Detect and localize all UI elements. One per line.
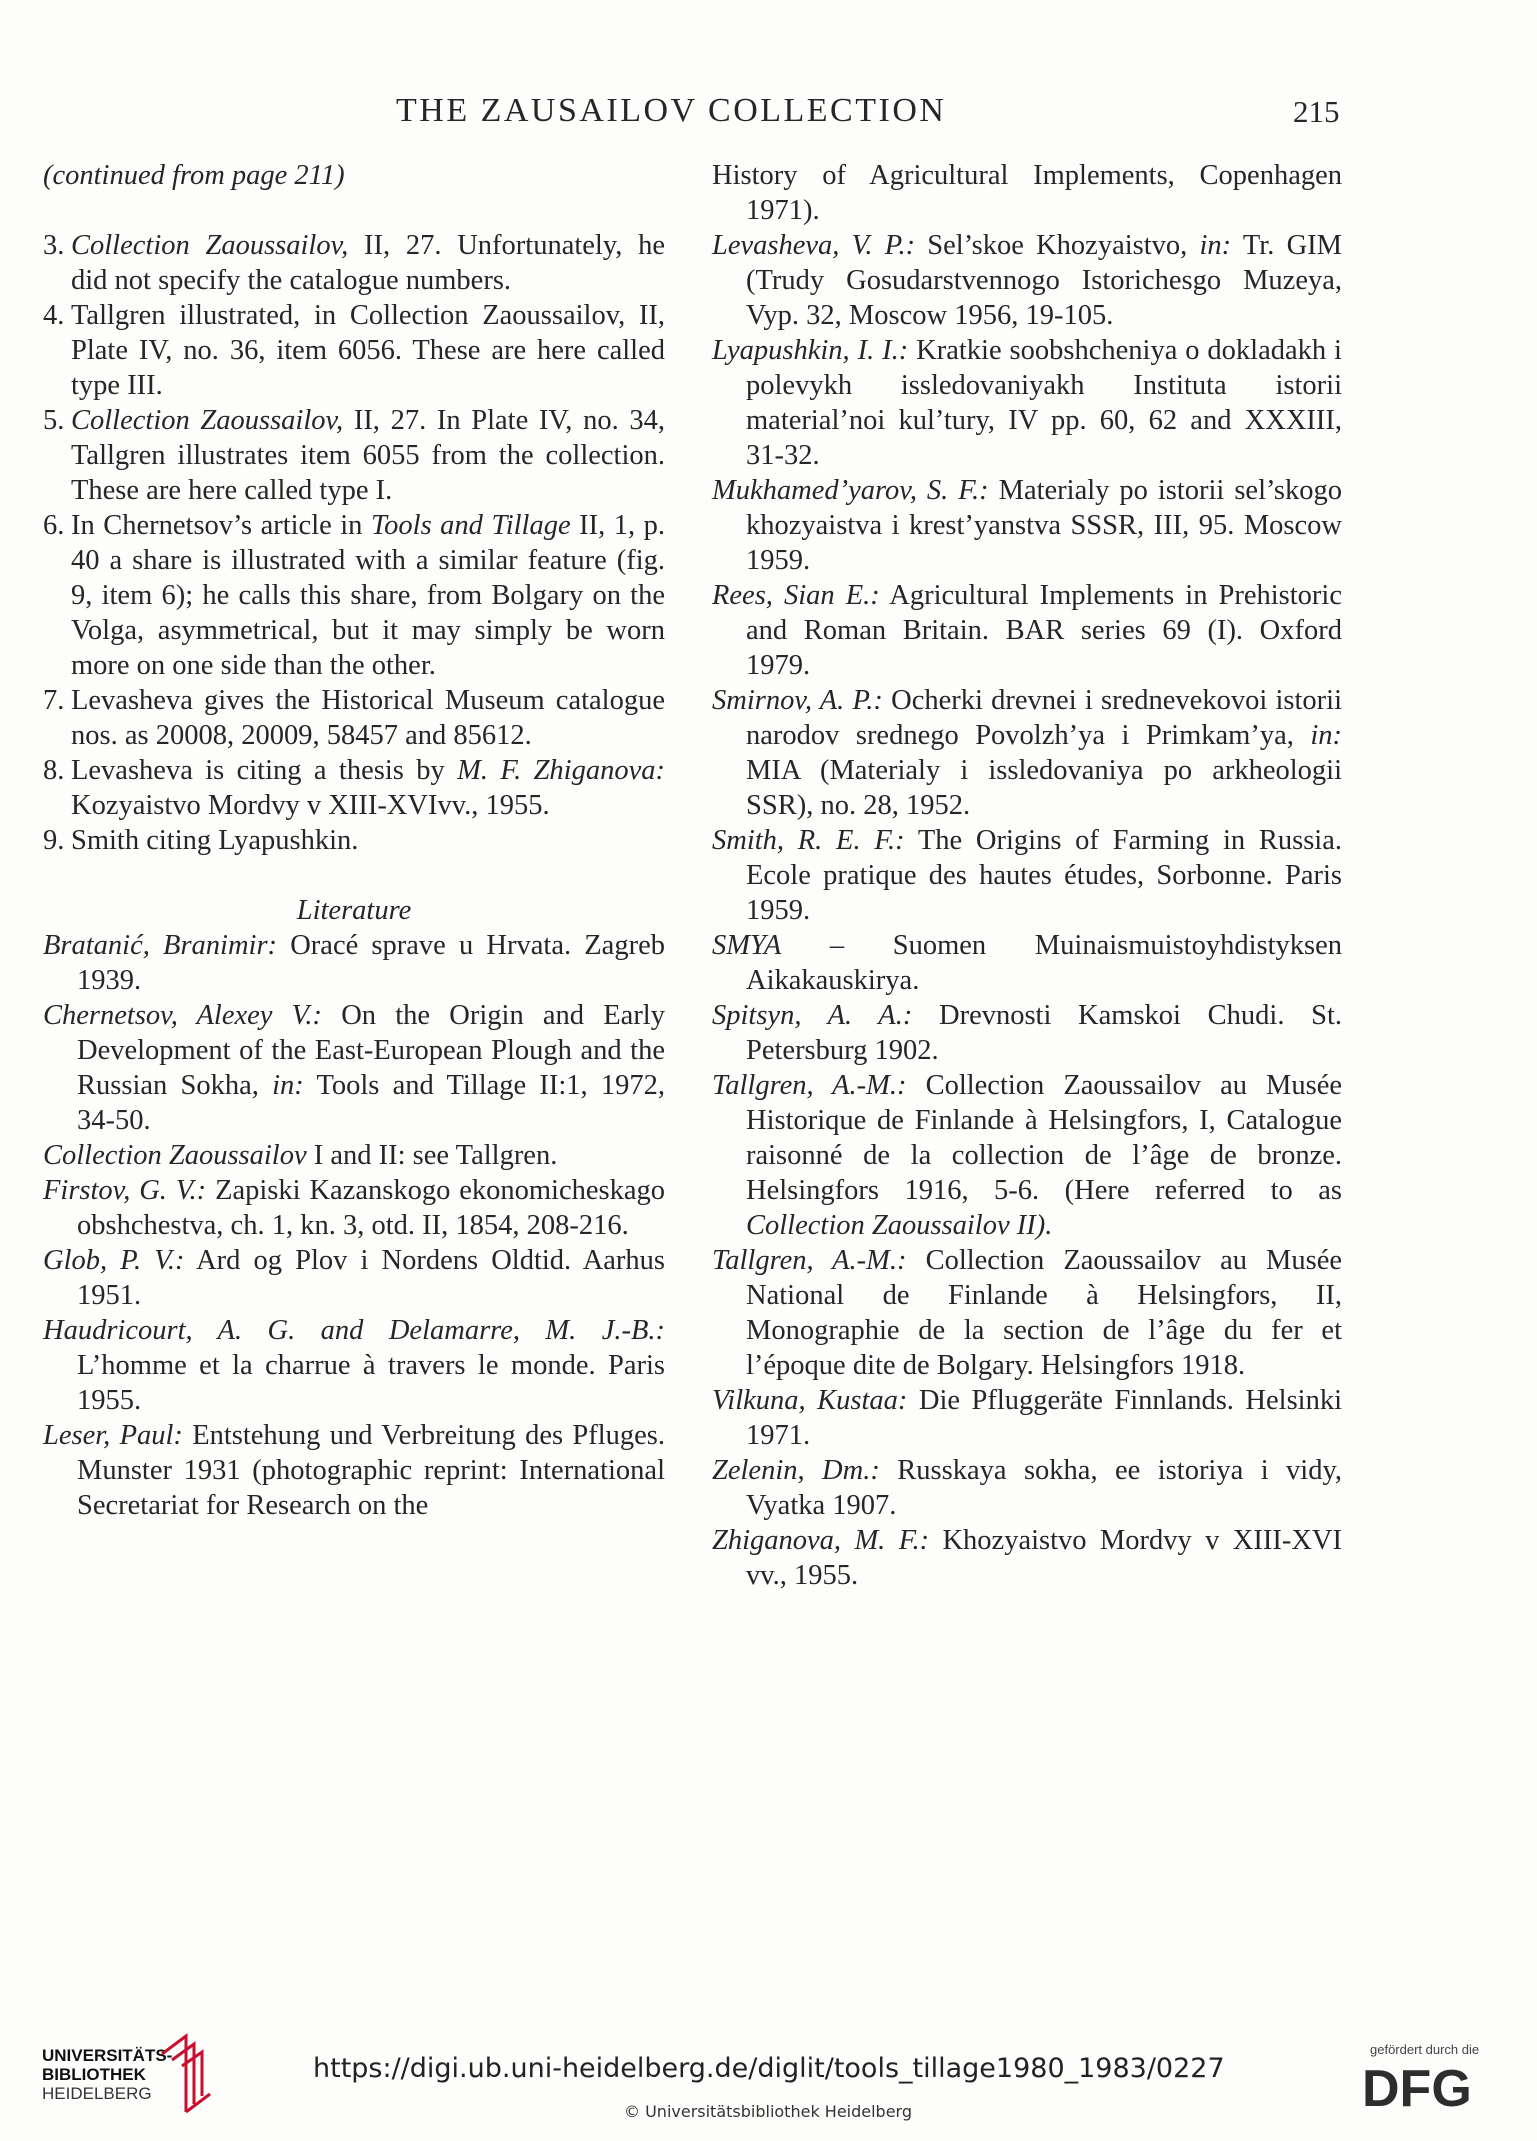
endnote <box>43 753 665 823</box>
text-run: Levasheva is citing a thesis by <box>71 755 458 786</box>
continued-note: (continued from page 211) <box>43 160 345 191</box>
text-run: Collection Zaoussailov au Musée Historique de Finlande à Helsingfors, I, Catalogue raisonné de la collection de l’âge de bronze. Helsingfors 1916, 5-6. (Here referred to as <box>746 1070 1342 1206</box>
reference-entry <box>43 1243 665 1313</box>
endnote <box>43 683 665 753</box>
text-run: SMYA <box>712 930 782 961</box>
text-run: Vilkuna, Kustaa: <box>712 1385 908 1416</box>
text-run: Mukhamed’yarov, S. F.: <box>712 475 989 506</box>
text-run: Lyapushkin, I. I.: <box>712 335 909 366</box>
text-run: Sel’skoe Khozyaistvo, <box>915 230 1200 261</box>
endnote <box>43 403 665 508</box>
endnote-number: 3. <box>43 230 65 261</box>
endnote <box>43 508 665 683</box>
text-run: Materialy po istorii sel’skogo khozyaistva i krest’yanstva SSSR, III, 95. Moscow 1959. <box>746 475 1342 576</box>
text-run: Leser, Paul: <box>43 1420 183 1451</box>
text-run: II, 27. In Plate IV, no. 34, Tallgren illustrates item 6055 from the collection. These are here called type I. <box>71 405 665 506</box>
reference-entry <box>712 998 1342 1068</box>
text-run: Kratkie soobshcheniya o dokladakh i polevykh issledovaniyakh Instituta istorii material’noi kul’tury, IV pp. 60, 62 and XXXIII, 31-32. <box>746 335 1342 471</box>
endnote-number: 8. <box>43 755 65 786</box>
text-run: On the Origin and Early Development of the East-European Plough and the Russian Sokha, <box>77 1000 665 1101</box>
text-run: Bratanić, Branimir: <box>43 930 278 961</box>
reference-entry <box>43 1418 665 1523</box>
text-run: Entstehung und Verbreitung des Pfluges. Munster 1931 (photographic reprint: International Secretariat for Research on the <box>77 1420 665 1521</box>
reference-entry <box>43 1138 665 1173</box>
reference-entry <box>712 683 1342 823</box>
text-run: Tallgren, A.-M.: <box>712 1070 907 1101</box>
text-run: History of Agricultural Implements, Copenhagen 1971). <box>712 160 1342 226</box>
library-emblem-icon <box>158 2020 214 2116</box>
text-run: L’homme et la charrue à travers le monde. Paris 1955. <box>77 1350 665 1416</box>
text-run: II, 1, p. 40 a share is illustrated with a similar feature (fig. 9, item 6); he calls this share, from Bolgary on the Volga, asymmetrical, but it may simply be worn more on one side than the other. <box>71 510 665 681</box>
text-run: The Origins of Farming in Russia. Ecole pratique des hautes études, Sorbonne. Paris 1959. <box>746 825 1342 926</box>
text-run: II, 27. Unfortunately, he did not specify the catalogue numbers. <box>71 230 666 296</box>
text-run: Zelenin, Dm.: <box>712 1455 880 1486</box>
text-run: in: <box>272 1070 304 1101</box>
dfg-logo-text: DFG <box>1362 2062 1472 2112</box>
left-column <box>43 158 665 1523</box>
reference-entry <box>712 228 1342 333</box>
reference-entry <box>712 1243 1342 1383</box>
text-run: Khozyaistvo Mordvy v XIII-XVI vv., 1955. <box>746 1525 1342 1591</box>
text-run: Firstov, G. V.: <box>43 1175 207 1206</box>
reference-entry <box>712 1383 1342 1453</box>
text-run: Drevnosti Kamskoi Chudi. St. Petersburg 1902. <box>746 1000 1342 1066</box>
funder-label: gefördert durch die <box>1370 2042 1480 2057</box>
text-run: in: <box>1199 230 1232 261</box>
text-run: Smith, R. E. F.: <box>712 825 905 856</box>
text-run: Tools and Tillage <box>370 510 571 541</box>
text-run: Tools and Tillage II:1, 1972, 34-50. <box>77 1070 665 1136</box>
library-name-line: UNIVERSITÄTS- <box>42 2046 173 2065</box>
text-run: In Chernetsov’s article in <box>71 510 371 541</box>
text-run: – Suomen Muinaismuistoyhdistyksen Aikakauskirya. <box>746 930 1342 996</box>
right-column <box>712 158 1342 1593</box>
text-run: in: <box>1310 720 1342 751</box>
text-run: Kozyaistvo Mordvy v XIII-XVIvv., 1955. <box>71 790 550 821</box>
text-run: Levasheva, V. P.: <box>712 230 916 261</box>
text-run: Collection Zaoussailov <box>43 1140 307 1171</box>
references-list-left <box>43 928 665 1523</box>
text-run: Ocherki drevnei i srednevekovoi istorii narodov srednego Povolzh’ya i Primkam’ya, <box>746 685 1342 751</box>
text-run: Zapiski Kazanskogo ekonomicheskago obshchestva, ch. 1, kn. 3, otd. II, 1854, 208-216. <box>77 1175 665 1241</box>
reference-entry <box>43 1313 665 1418</box>
reference-entry <box>712 333 1342 473</box>
reference-entry <box>43 928 665 998</box>
text-run: Oracé sprave u Hrvata. Zagreb 1939. <box>77 930 665 996</box>
reference-entry <box>43 998 665 1138</box>
text-run: Agricultural Implements in Prehistoric and Roman Britain. BAR series 69 (I). Oxford 1979. <box>746 580 1342 681</box>
text-run: Tr. GIM (Trudy Gosudarstvennogo Istorichesgo Muzeya, Vyp. 32, Moscow 1956, 19-105. <box>746 230 1342 331</box>
endnote-number: 4. <box>43 300 65 331</box>
reference-entry <box>712 1068 1342 1243</box>
text-run: Collection Zaoussailov au Musée National de Finlande à Helsingfors, II, Monographie de la section de l’âge du fer et l’époque dite de Bolgary. Helsingfors 1918. <box>746 1245 1342 1381</box>
text-run: Haudricourt, A. G. and Delamarre, M. J.-B.: <box>43 1315 665 1346</box>
text-run: Die Pfluggeräte Finnlands. Helsinki 1971. <box>746 1385 1342 1451</box>
reference-entry <box>712 158 1342 228</box>
permalink-url[interactable]: https://digi.ub.uni-heidelberg.de/diglit/tools_tillage1980_1983/0227 <box>313 2053 1225 2084</box>
text-run: Zhiganova, M. F.: <box>712 1525 930 1556</box>
endnote-number: 9. <box>43 825 65 856</box>
endnote <box>43 228 665 298</box>
endnote-number: 7. <box>43 685 65 716</box>
reference-entry <box>712 1523 1342 1593</box>
endnote-number: 5. <box>43 405 65 436</box>
text-run: M. F. Zhiganova: <box>457 755 665 786</box>
dfg-logo <box>1362 2062 1512 2112</box>
references-list-right <box>712 158 1342 1593</box>
text-run: Ard og Plov i Nordens Oldtid. Aarhus 1951. <box>77 1245 666 1311</box>
literature-heading: Literature <box>296 895 412 926</box>
text-run: I and II: see Tallgren. <box>306 1140 558 1171</box>
endnote-number: 6. <box>43 510 65 541</box>
running-head: THE ZAUSAILOV COLLECTION <box>396 92 947 129</box>
text-run: Collection Zaoussailov, <box>71 230 349 261</box>
text-run: Chernetsov, Alexey V.: <box>43 1000 322 1031</box>
text-run: Tallgren, A.-M.: <box>712 1245 907 1276</box>
text-run: Smirnov, A. P.: <box>712 685 883 716</box>
page-number: 215 <box>1293 94 1340 129</box>
text-run: Smith citing Lyapushkin. <box>71 825 359 856</box>
copyright-notice: © Universitätsbibliothek Heidelberg <box>624 2102 913 2121</box>
university-library-logo <box>42 2046 172 2103</box>
text-run: Collection Zaoussailov, <box>71 405 344 436</box>
endnote <box>43 298 665 403</box>
text-run: MIA (Materialy i issledovaniya po arkheologii SSR), no. 28, 1952. <box>746 755 1342 821</box>
text-run: Spitsyn, A. A.: <box>712 1000 913 1031</box>
reference-entry <box>712 928 1342 998</box>
text-run: Collection Zaoussailov II). <box>746 1210 1053 1241</box>
endnote <box>43 823 665 858</box>
library-name-line: BIBLIOTHEK <box>42 2065 146 2084</box>
endnotes-list <box>43 228 665 858</box>
text-run: Rees, Sian E.: <box>712 580 880 611</box>
page-footer <box>0 2020 1537 2141</box>
reference-entry <box>712 1453 1342 1523</box>
reference-entry <box>712 823 1342 928</box>
library-name-line: HEIDELBERG <box>42 2084 152 2103</box>
text-run: Glob, P. V.: <box>43 1245 185 1276</box>
reference-entry <box>712 578 1342 683</box>
text-run: Tallgren illustrated, in Collection Zaoussailov, II, Plate IV, no. 36, item 6056. These are here called type III. <box>71 300 665 401</box>
reference-entry <box>43 1173 665 1243</box>
reference-entry <box>712 473 1342 578</box>
text-run: Russkaya sokha, ee istoriya i vidy, Vyatka 1907. <box>746 1455 1342 1521</box>
text-run: Levasheva gives the Historical Museum catalogue nos. as 20008, 20009, 58457 and 85612. <box>71 685 665 751</box>
